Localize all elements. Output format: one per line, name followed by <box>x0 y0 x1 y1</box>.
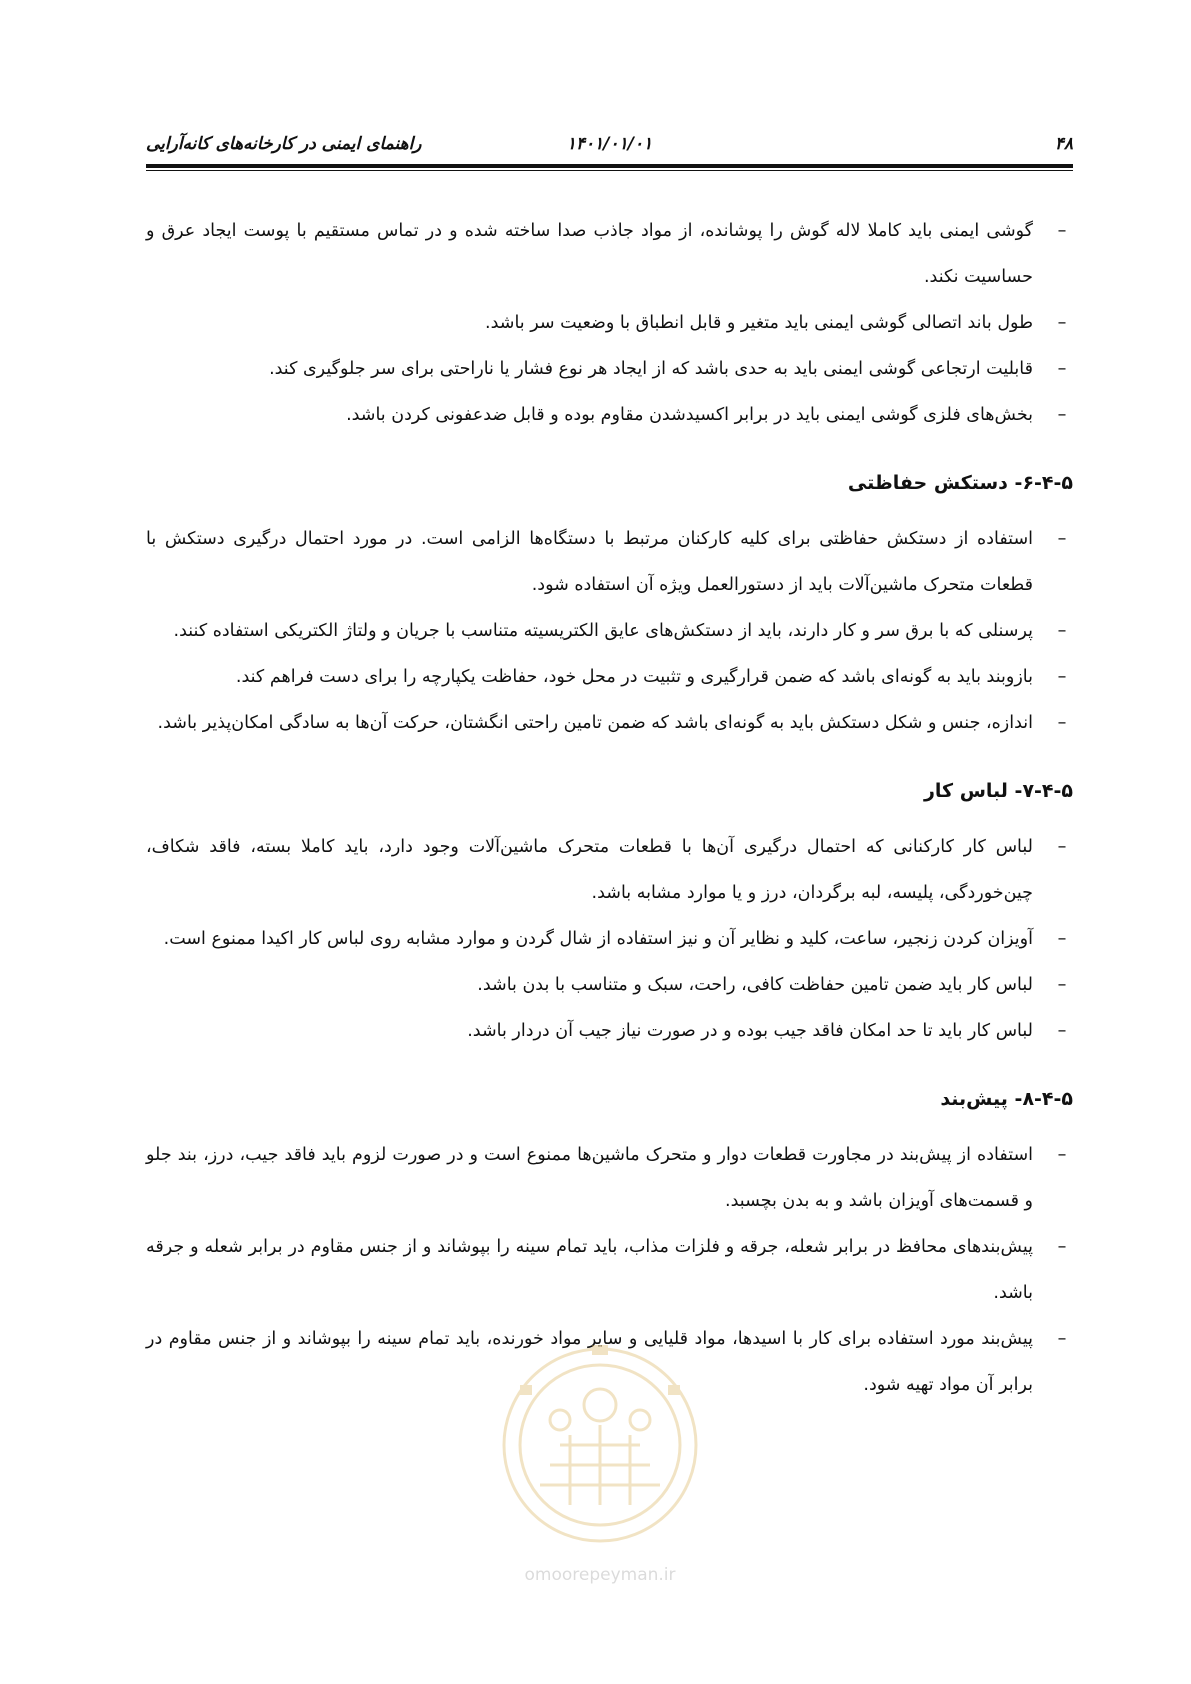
list-item <box>146 916 1073 962</box>
list-item <box>146 300 1073 346</box>
list-dash: – <box>1057 1145 1067 1165</box>
list-item-text: لباس کار باید ضمن تامین حفاظت کافی، راحت، سبک و متناسب با بدن باشد. <box>477 975 1033 995</box>
list-item-text: پرسنلی که با برق سر و کار دارند، باید از دستکش‌های عایق الکتریسیته متناسب با جریان و ولتاژ الکتریکی استفاده کنند. <box>173 621 1033 641</box>
list-dash: – <box>1057 1329 1067 1349</box>
page-number: ۴۸ <box>1054 134 1073 154</box>
list-dash: – <box>1057 975 1067 995</box>
list-item <box>146 392 1073 438</box>
list-item <box>146 1008 1073 1054</box>
header-date: ۱۴۰۱/۰۱/۰۱ <box>566 134 653 154</box>
page-body <box>146 208 1073 1408</box>
header-rule-thin <box>146 170 1073 171</box>
header-rule-thick <box>146 164 1073 168</box>
list-item-text: لباس کار کارکنانی که احتمال درگیری آن‌ها با قطعات متحرک ماشین‌آلات وجود دارد، باید کاملا بسته، فاقد شکاف، چین‌خوردگی، پلیسه، لبه برگردان، درز و یا موارد مشابه باشد. <box>146 837 1033 903</box>
list-item-text: لباس کار باید تا حد امکان فاقد جیب بوده و در صورت نیاز جیب آن دردار باشد. <box>467 1021 1033 1041</box>
list-item-text: بازوبند باید به گونه‌ای باشد که ضمن قرارگیری و تثبیت در محل خود، حفاظت یکپارچه را برای دست فراهم کند. <box>235 667 1033 687</box>
list-item-text: استفاده از پیش‌بند در مجاورت قطعات دوار و متحرک ماشین‌ها ممنوع است و در صورت لزوم باید فاقد جیب، درز، بند جلو و قسمت‌های آویزان باشد و به بدن بچسبد. <box>146 1145 1033 1211</box>
list-dash: – <box>1057 713 1067 733</box>
section-heading-apron: ۸-۴-۵- پیش‌بند <box>940 1088 1073 1110</box>
list-item-text: بخش‌های فلزی گوشی ایمنی باید در برابر اکسیدشدن مقاوم بوده و قابل ضدعفونی کردن باشد. <box>346 405 1033 425</box>
section-heading-gloves: ۶-۴-۵- دستکش حفاظتی <box>847 472 1073 494</box>
list-dash: – <box>1057 621 1067 641</box>
list-dash: – <box>1057 837 1067 857</box>
list-item-text: پیش‌بندهای محافظ در برابر شعله، جرقه و فلزات مذاب، باید تمام سینه را بپوشاند و از جنس مقاوم در برابر شعله و جرقه باشد. <box>146 1237 1033 1303</box>
list-item <box>146 654 1073 700</box>
list-item-text: طول باند اتصالی گوشی ایمنی باید متغیر و قابل انطباق با وضعیت سر باشد. <box>485 313 1033 333</box>
list-item-text: آویزان کردن زنجیر، ساعت، کلید و نظایر آن و نیز استفاده از شال گردن و موارد مشابه روی لباس کار اکیدا ممنوع است. <box>163 929 1033 949</box>
list-item <box>146 516 1073 608</box>
list-item <box>146 824 1073 916</box>
list-item <box>146 700 1073 746</box>
list-item-text: استفاده از دستکش حفاظتی برای کلیه کارکنان مرتبط با دستگاه‌ها الزامی است. در مورد احتمال درگیری دستکش با قطعات متحرک ماشین‌آلات باید از دستورالعمل ویژه آن استفاده شود. <box>146 529 1033 595</box>
list-item-text: اندازه، جنس و شکل دستکش باید به گونه‌ای باشد که ضمن تامین راحتی انگشتان، حرکت آن‌ها به سادگی امکان‌پذیر باشد. <box>157 713 1033 733</box>
list-dash: – <box>1057 1237 1067 1257</box>
list-item <box>146 1132 1073 1224</box>
list-item <box>146 346 1073 392</box>
section-heading-work-clothes: ۷-۴-۵- لباس کار <box>923 780 1073 802</box>
list-dash: – <box>1057 221 1067 241</box>
list-dash: – <box>1057 405 1067 425</box>
list-dash: – <box>1057 313 1067 333</box>
list-item <box>146 1316 1073 1408</box>
list-dash: – <box>1057 667 1067 687</box>
header-title: راهنمای ایمنی در کارخانه‌های کانه‌آرایی <box>146 134 422 154</box>
watermark-text: omoorepeyman.ir <box>524 1565 676 1585</box>
list-item-text: گوشی ایمنی باید کاملا لاله گوش را پوشانده، از مواد جاذب صدا ساخته شده و در تماس مستقیم با پوست ایجاد عرق و حساسیت نکند. <box>146 221 1033 287</box>
list-item <box>146 962 1073 1008</box>
list-dash: – <box>1057 529 1067 549</box>
list-item <box>146 208 1073 300</box>
list-dash: – <box>1057 929 1067 949</box>
list-item <box>146 1224 1073 1316</box>
list-item-text: قابلیت ارتجاعی گوشی ایمنی باید به حدی باشد که از ایجاد هر نوع فشار یا ناراحتی برای سر جلوگیری کند. <box>269 359 1033 379</box>
list-item <box>146 608 1073 654</box>
list-item-text: پیش‌بند مورد استفاده برای کار با اسیدها، مواد قلیایی و سایر مواد خورنده، باید تمام سینه را بپوشاند و از جنس مقاوم در برابر آن مواد تهیه شود. <box>146 1329 1033 1395</box>
list-dash: – <box>1057 359 1067 379</box>
list-dash: – <box>1057 1021 1067 1041</box>
page-header <box>146 130 1073 160</box>
